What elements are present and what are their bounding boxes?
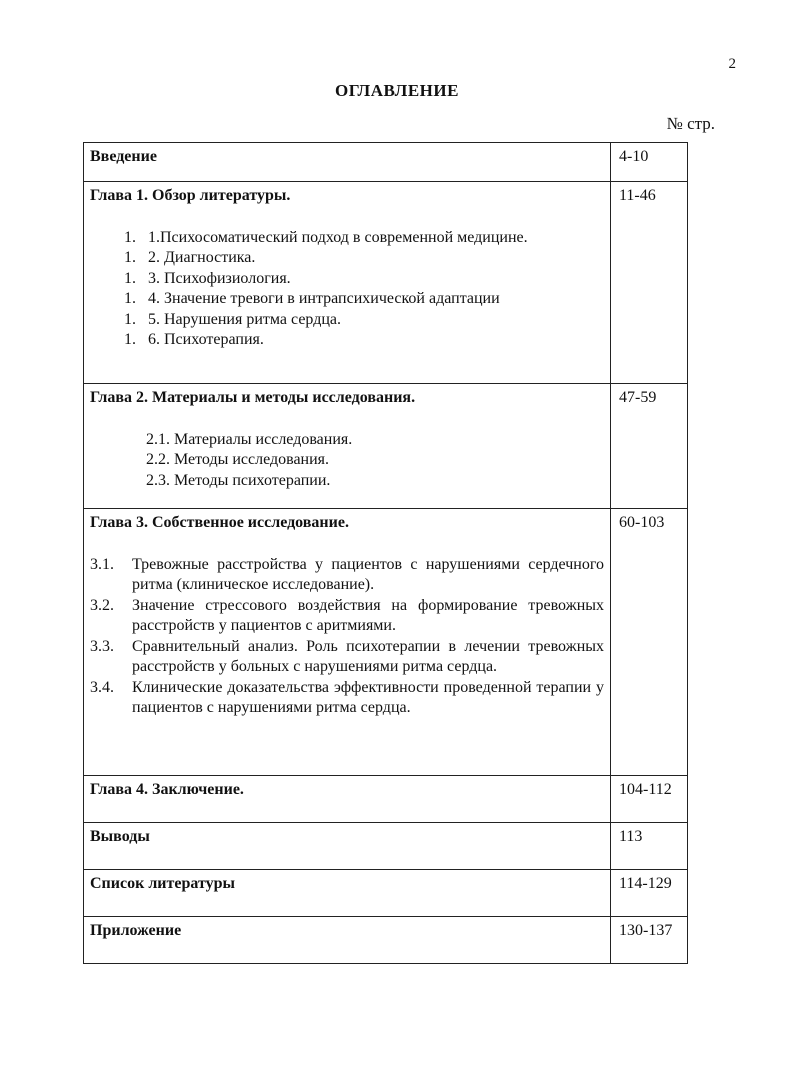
toc-subsection: 2.2. Методы исследования. <box>146 451 330 468</box>
toc-subsection-text: 2. Диагностика. <box>148 249 256 266</box>
toc-subsection-number: 1. <box>124 249 136 266</box>
toc-subsection-text: Клинические доказательства эффективности проведенной терапии у пациентов с нарушениями ритма сердца. <box>132 678 604 716</box>
toc-subsection-text: Тревожные расстройства у пациентов с нарушениями сердечного ритма (клиническое исследование). <box>132 555 604 593</box>
toc-subsection-text: 4. Значение тревоги в интрапсихической адаптации <box>148 290 500 307</box>
toc-entry-title: Глава 4. Заключение. <box>90 781 244 798</box>
toc-subsection: 2.1. Материалы исследования. <box>146 430 353 448</box>
toc-subsection <box>124 228 604 249</box>
toc-entry-title: Введение <box>90 148 157 165</box>
page-number: 2 <box>728 56 736 72</box>
toc-subsection <box>124 330 604 351</box>
toc-subsection-number: 3.4. <box>90 678 114 696</box>
toc-row-conclusions <box>84 823 688 870</box>
toc-subsection-text: 5. Нарушения ритма сердца. <box>148 310 342 328</box>
toc-page-range: 47-59 <box>619 389 657 406</box>
toc-row-chapter-4 <box>84 776 688 823</box>
toc-page-cell <box>611 823 688 870</box>
toc-entry-title: Глава 1. Обзор литературы. <box>90 187 291 204</box>
toc-page-range: 104-112 <box>619 781 672 798</box>
toc-subsection-number: 3.3. <box>90 637 114 655</box>
toc-subsection <box>90 678 604 719</box>
toc-entry-title: Приложение <box>90 922 182 939</box>
toc-page-cell <box>611 917 688 964</box>
toc-subsection-text: Значение стрессового воздействия на формирование тревожных расстройств у пациентов с аритмиями. <box>132 596 604 634</box>
toc-subsection-text: 1.Психосоматический подход в современной медицине. <box>148 228 528 246</box>
toc-page-range: 114-129 <box>619 875 672 892</box>
toc-entry-title: Список литературы <box>90 875 235 892</box>
toc-title-cell <box>84 384 611 509</box>
toc-subsection-text: Сравнительный анализ. Роль психотерапии в лечении тревожных расстройств у больных с нарушениями ритма сердца. <box>132 637 604 675</box>
toc-page-cell <box>611 182 688 384</box>
toc-subsection-list <box>90 228 604 351</box>
toc-row-chapter-1 <box>84 182 688 384</box>
toc-row-chapter-3 <box>84 509 688 776</box>
toc-subsection-number: 1. <box>124 290 136 307</box>
page-title: ОГЛАВЛЕНИЕ <box>335 81 459 100</box>
toc-subsection-number: 3.1. <box>90 555 114 573</box>
table-of-contents <box>83 142 688 964</box>
toc-subsection <box>124 269 604 290</box>
toc-subsection-number: 1. <box>124 310 136 328</box>
toc-subsection <box>90 637 604 678</box>
toc-subsection <box>124 248 604 269</box>
toc-subsection-number: 1. <box>124 331 136 348</box>
toc-title-cell <box>84 182 611 384</box>
toc-title-cell <box>84 143 611 182</box>
toc-subsection-number: 1. <box>124 269 136 287</box>
toc-subsection <box>90 596 604 637</box>
page-column-label: № стр. <box>666 114 715 133</box>
toc-subsection-list <box>90 555 604 719</box>
toc-page-range: 11-46 <box>619 187 656 204</box>
toc-page-cell <box>611 143 688 182</box>
toc-subsection <box>124 289 604 310</box>
toc-title-cell <box>84 870 611 917</box>
toc-page-range: 113 <box>619 828 643 845</box>
toc-entry-title: Глава 3. Собственное исследование. <box>90 514 349 531</box>
toc-subsection-text: 6. Психотерапия. <box>148 331 264 348</box>
toc-page-cell <box>611 776 688 823</box>
toc-title-cell <box>84 917 611 964</box>
toc-page-range: 130-137 <box>619 922 673 939</box>
toc-subsection-list <box>90 430 604 492</box>
toc-title-cell <box>84 776 611 823</box>
toc-entry-title: Глава 2. Материалы и методы исследования. <box>90 389 416 406</box>
toc-row-introduction <box>84 143 688 182</box>
toc-entry-title: Выводы <box>90 828 150 845</box>
toc-row-chapter-2 <box>84 384 688 509</box>
toc-title-cell <box>84 509 611 776</box>
toc-subsection <box>124 310 604 331</box>
toc-row-appendix <box>84 917 688 964</box>
toc-subsection-number: 3.2. <box>90 596 114 614</box>
toc-page-cell <box>611 509 688 776</box>
toc-subsection <box>90 555 604 596</box>
toc-subsection-number: 1. <box>124 228 136 246</box>
toc-page-range: 60-103 <box>619 514 665 531</box>
toc-title-cell <box>84 823 611 870</box>
toc-subsection-text: 3. Психофизиология. <box>148 269 291 287</box>
toc-page-cell <box>611 870 688 917</box>
toc-row-references <box>84 870 688 917</box>
toc-page-cell <box>611 384 688 509</box>
toc-page-range: 4-10 <box>619 148 649 165</box>
toc-subsection: 2.3. Методы психотерапии. <box>146 471 331 489</box>
